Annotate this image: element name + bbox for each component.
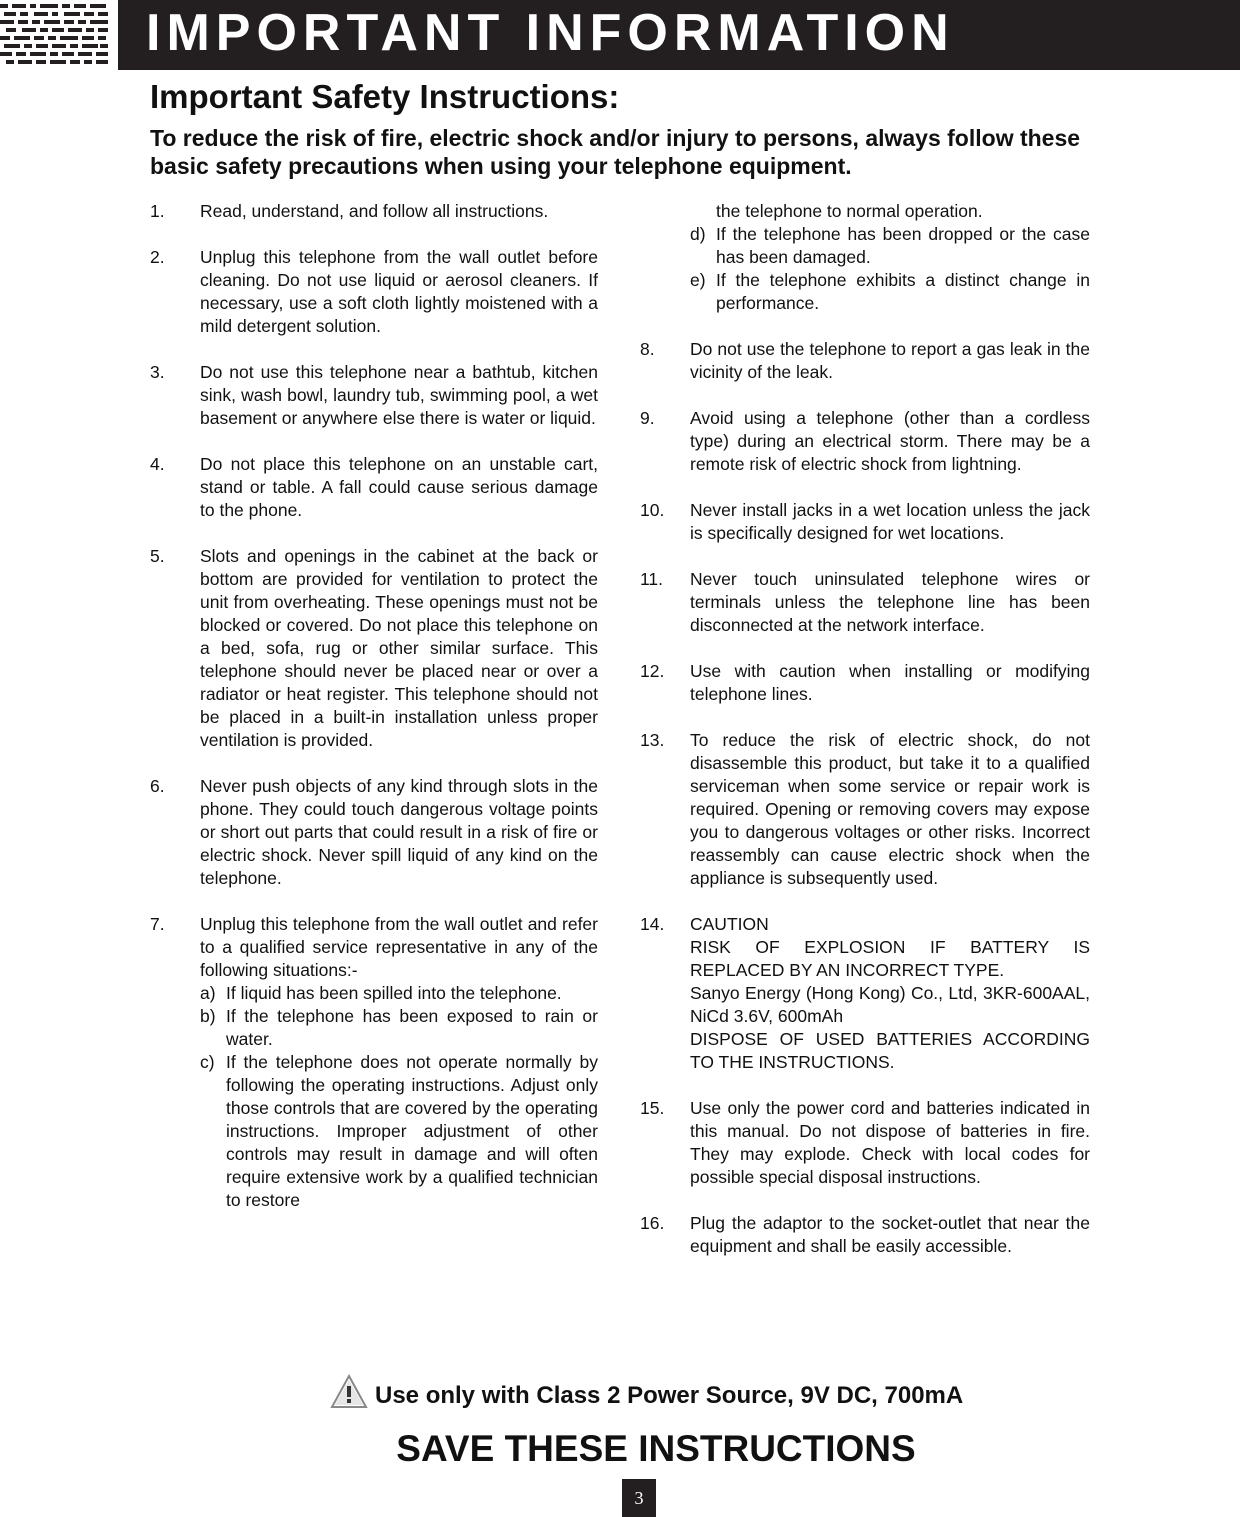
right-column xyxy=(640,200,1090,1258)
power-source-text: Use only with Class 2 Power Source, 9V DC, 700mA xyxy=(375,1382,964,1409)
item-text: To reduce the risk of electric shock, do not disassemble this product, but take it to a qualified serviceman when some service or repair work is required. Opening or removing covers may expose you to dangerous voltages or other risks. Incorrect reassembly can cause electric shock when the appliance is subsequently used. xyxy=(690,730,1090,888)
item-text: Slots and openings in the cabinet at the back or bottom are provided for ventilation to protect the unit from overheating. These openings must not be blocked or covered. Do not place this telephone on a bed, sofa, rug or other similar surface. This telephone should never be placed near or over a radiator or heat register. This telephone should not be placed in a built-in installation unless proper ventilation is provided. xyxy=(200,546,598,750)
list-item xyxy=(150,545,598,752)
item-text: Read, understand, and follow all instructions. xyxy=(200,201,549,221)
item-text: Never push objects of any kind through slots in the phone. They could touch dangerous voltage points or short out parts that could result in a risk of fire or electric shock. Never spill liquid of any kind on the telephone. xyxy=(200,776,598,888)
item-number: 9. xyxy=(640,408,655,428)
item-number: 2. xyxy=(150,247,165,267)
page-number: 3 xyxy=(622,1479,656,1517)
item-number: 8. xyxy=(640,339,655,359)
list-item xyxy=(150,453,598,522)
item-number: 12. xyxy=(640,661,665,681)
item-number: 3. xyxy=(150,362,165,382)
save-instructions-heading: SAVE THESE INSTRUCTIONS xyxy=(396,1428,916,1469)
item-number: 16. xyxy=(640,1213,665,1233)
list-item xyxy=(640,1097,1090,1189)
list-item xyxy=(150,775,598,890)
section-title: Important Safety Instructions: xyxy=(150,78,620,115)
item-text: Avoid using a telephone (other than a cordless type) during an electrical storm. There may be a remote risk of electric shock from lightning. xyxy=(690,408,1090,474)
list-item xyxy=(640,568,1090,637)
sub-item xyxy=(690,223,1090,269)
caution-line: RISK OF EXPLOSION IF BATTERY IS REPLACED BY AN INCORRECT TYPE. xyxy=(690,937,1090,980)
item-text: Use only the power cord and batteries indicated in this manual. Do not dispose of batteries in fire. They may explode. Check with local codes for possible special disposal instructions. xyxy=(690,1098,1090,1187)
item-number: 13. xyxy=(640,730,665,750)
sub-item-text: If the telephone does not operate normally by following the operating instructions. Adjust only those controls that are covered by the operating instructions. Improper adjustment of other controls may result in damage and will often require extensive work by a qualified technician to restore xyxy=(226,1052,598,1210)
item-text: Never touch uninsulated telephone wires or terminals unless the telephone line has been disconnected at the network interface. xyxy=(690,569,1090,635)
item-number: 6. xyxy=(150,776,165,796)
item-number: 11. xyxy=(640,569,664,589)
item-number: 10. xyxy=(640,500,665,520)
sub-item-letter: d) xyxy=(690,224,706,244)
sub-item-letter: a) xyxy=(200,983,216,1003)
list-item xyxy=(640,499,1090,545)
caution-heading: CAUTION xyxy=(690,914,769,934)
sub-item xyxy=(200,1051,598,1212)
sub-item-letter: c) xyxy=(200,1052,215,1072)
sub-item xyxy=(200,1005,598,1051)
sub-item xyxy=(690,269,1090,315)
list-item xyxy=(150,913,598,1212)
item-number: 5. xyxy=(150,546,165,566)
list-item xyxy=(640,338,1090,384)
item-text: Do not place this telephone on an unstable cart, stand or table. A fall could cause serious damage to the phone. xyxy=(200,454,598,520)
item-number: 14. xyxy=(640,914,665,934)
item-text: Unplug this telephone from the wall outlet and refer to a qualified service representative in any of the following situations:- xyxy=(200,914,598,980)
list-item xyxy=(640,407,1090,476)
sub-item-letter: b) xyxy=(200,1006,216,1026)
item-text: Unplug this telephone from the wall outlet before cleaning. Do not use liquid or aerosol cleaners. If necessary, use a soft cloth lightly moistened with a mild detergent solution. xyxy=(200,247,598,336)
sub-item xyxy=(200,982,598,1005)
item-text: Do not use the telephone to report a gas leak in the vicinity of the leak. xyxy=(690,339,1090,382)
list-item xyxy=(640,1212,1090,1258)
warning-triangle-icon xyxy=(330,1374,368,1410)
caution-item xyxy=(640,913,1090,1074)
item-number: 7. xyxy=(150,914,165,934)
item-number: 1. xyxy=(150,201,165,221)
intro-text: To reduce the risk of fire, electric shock and/or injury to persons, always follow these basic safety precautions when using your telephone equipment. xyxy=(150,125,1081,179)
list-item xyxy=(150,200,598,223)
item-text: Use with caution when installing or modifying telephone lines. xyxy=(690,661,1090,704)
item-number: 4. xyxy=(150,454,165,474)
item-text: Never install jacks in a wet location unless the jack is specifically designed for wet locations. xyxy=(690,500,1090,543)
list-item xyxy=(150,246,598,338)
sub-item-text: If the telephone has been exposed to rain or water. xyxy=(226,1006,598,1049)
sub-item-continuation: the telephone to normal operation. xyxy=(716,201,983,221)
page-title: IMPORTANT INFORMATION xyxy=(146,4,955,62)
list-item xyxy=(640,729,1090,890)
power-source-note xyxy=(330,1374,1030,1424)
list-item xyxy=(640,660,1090,706)
battery-spec: Sanyo Energy (Hong Kong) Co., Ltd, 3KR-600AAL, NiCd 3.6V, 600mAh xyxy=(690,983,1090,1026)
sub-item-text: If the telephone exhibits a distinct change in performance. xyxy=(716,270,1090,313)
item-text: Do not use this telephone near a bathtub, kitchen sink, wash bowl, laundry tub, swimming pool, a wet basement or anywhere else there is water or liquid. xyxy=(200,362,598,428)
caution-line: DISPOSE OF USED BATTERIES ACCORDING TO THE INSTRUCTIONS. xyxy=(690,1029,1090,1072)
item-7-continuation xyxy=(640,200,1090,315)
list-item xyxy=(150,361,598,430)
left-column xyxy=(150,200,598,1212)
sub-item-text: If the telephone has been dropped or the case has been damaged. xyxy=(716,224,1090,267)
sub-item-text: If liquid has been spilled into the telephone. xyxy=(226,983,562,1003)
item-text: Plug the adaptor to the socket-outlet that near the equipment and shall be easily accessible. xyxy=(690,1213,1090,1256)
sub-item-letter: e) xyxy=(690,270,706,290)
item-number: 15. xyxy=(640,1098,665,1118)
corner-pattern-decoration xyxy=(0,0,112,70)
